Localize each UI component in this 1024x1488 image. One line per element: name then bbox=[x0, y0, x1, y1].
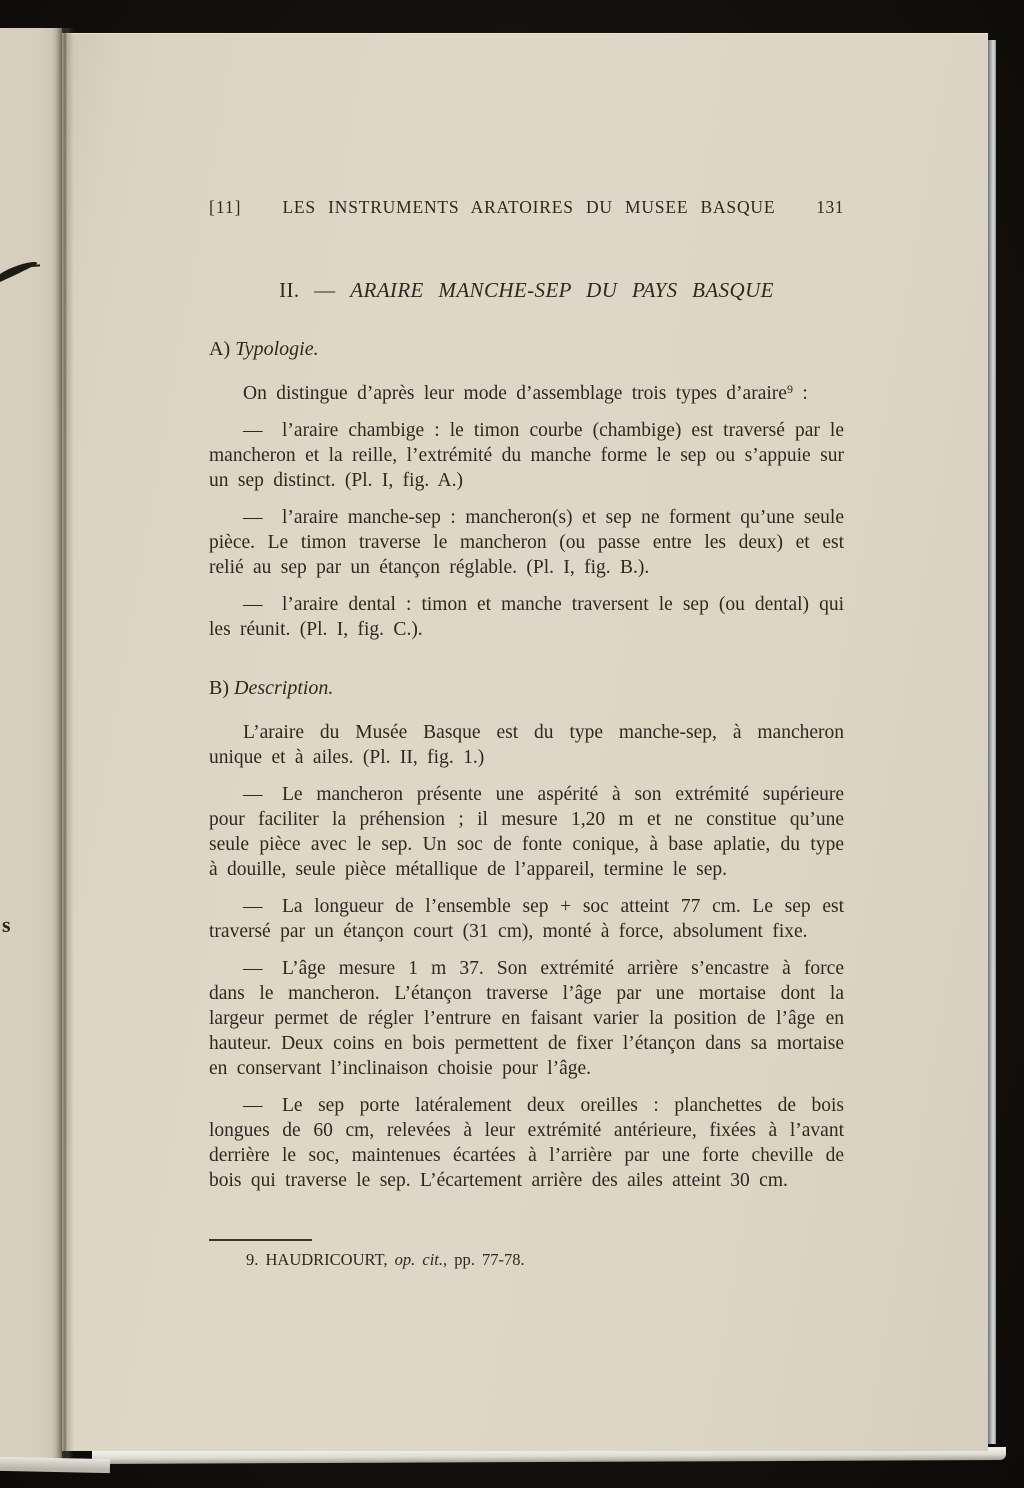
subsection-name: Typologie. bbox=[235, 338, 319, 360]
footnote-rule bbox=[209, 1239, 312, 1241]
intro-text: On distingue d’après leur mode d’assemblage trois types d’araire bbox=[243, 383, 787, 404]
subsection-label: A) bbox=[209, 338, 231, 360]
paragraph-description-intro: L’araire du Musée Basque est du type manche-sep, à mancheron unique et à ailes. (Pl. II, fig. 1.) bbox=[209, 722, 844, 768]
paragraph-age: — L’âge mesure 1 m 37. Son extrémité arrière s’encastre à force dans le mancheron. L’étançon traverse l’âge par une mortaise dont la largeur permet de régler l’entrure en faisant varier la position de l’âge en hauteur. Deux coins en bois permettent de fixer l’étançon dans sa mortaise en conservant l’inclinaison choisie pour l’âge. bbox=[209, 958, 844, 1079]
paragraph-araire-manche-sep: — l’araire manche-sep : mancheron(s) et sep ne forment qu’une seule pièce. Le timon traverse le mancheron (ou passe entre les deux) et est relié au sep par un étançon réglable. (Pl. I, fig. B.). bbox=[209, 507, 844, 578]
footnote-pages: pp. 77-78. bbox=[447, 1250, 525, 1269]
footnote-author: 9. HAUDRICOURT, bbox=[246, 1250, 395, 1269]
book-page bbox=[62, 33, 988, 1451]
subsection-name: Description. bbox=[234, 677, 334, 699]
footnote-block bbox=[209, 1239, 844, 1270]
paragraph-araire-dental: — l’araire dental : timon et manche traversent le sep (ou dental) qui les réunit. (Pl. I, fig. C.). bbox=[209, 594, 844, 640]
subsection-heading-description bbox=[209, 677, 844, 700]
header-page-number: 131 bbox=[816, 197, 844, 217]
paragraph-araire-chambige: — l’araire chambige : le timon courbe (chambige) est traversé par le mancheron et la reille, l’extrémité du manche forme le sep ou s’appuie sur un sep distinct. (Pl. I, fig. A.) bbox=[209, 420, 844, 491]
page-edge-bottom-left bbox=[0, 1457, 110, 1473]
footnote bbox=[209, 1250, 844, 1270]
paragraph-longueur: — La longueur de l’ensemble sep + soc atteint 77 cm. Le sep est traversé par un étançon court (31 cm), monté à force, absolument fixe. bbox=[209, 896, 844, 942]
intro-text-tail: : bbox=[792, 383, 808, 404]
section-title-text: ARAIRE MANCHE-SEP DU PAYS BASQUE bbox=[350, 278, 774, 302]
text-column bbox=[209, 34, 844, 1193]
subsection-heading-typologie bbox=[209, 338, 844, 361]
facing-page-illustration-fragment bbox=[0, 253, 44, 291]
paragraph-typologie-intro bbox=[209, 381, 844, 406]
header-issue-number: [11] bbox=[209, 197, 242, 217]
facing-page bbox=[0, 28, 62, 1466]
book-gutter bbox=[56, 28, 74, 1458]
section-title bbox=[209, 278, 844, 303]
page-edge-right bbox=[988, 40, 996, 1444]
section-title-numeral: II. — bbox=[279, 278, 336, 302]
footnote-work: op. cit., bbox=[394, 1250, 448, 1269]
running-header bbox=[209, 197, 844, 218]
facing-page-text-fragment: s bbox=[2, 912, 11, 937]
subsection-label: B) bbox=[209, 677, 229, 699]
footnote-reference-9: 9 bbox=[786, 382, 793, 396]
header-running-title: LES INSTRUMENTS ARATOIRES DU MUSEE BASQUE bbox=[282, 197, 776, 217]
paragraph-oreilles: — Le sep porte latéralement deux oreilles : planchettes de bois longues de 60 cm, relevées à leur extrémité antérieure, fixées à l’avant derrière le soc, maintenues écartées à l’arrière par une forte cheville de bois qui traverse le sep. L’écartement arrière des ailes atteint 30 cm. bbox=[209, 1095, 844, 1191]
paragraph-mancheron: — Le mancheron présente une aspérité à son extrémité supérieure pour faciliter la préhension ; il mesure 1,20 m et ne constitue qu’une seule pièce avec le sep. Un soc de fonte conique, à base aplatie, du type à douille, seule pièce métallique de l’appareil, termine le sep. bbox=[209, 784, 844, 880]
